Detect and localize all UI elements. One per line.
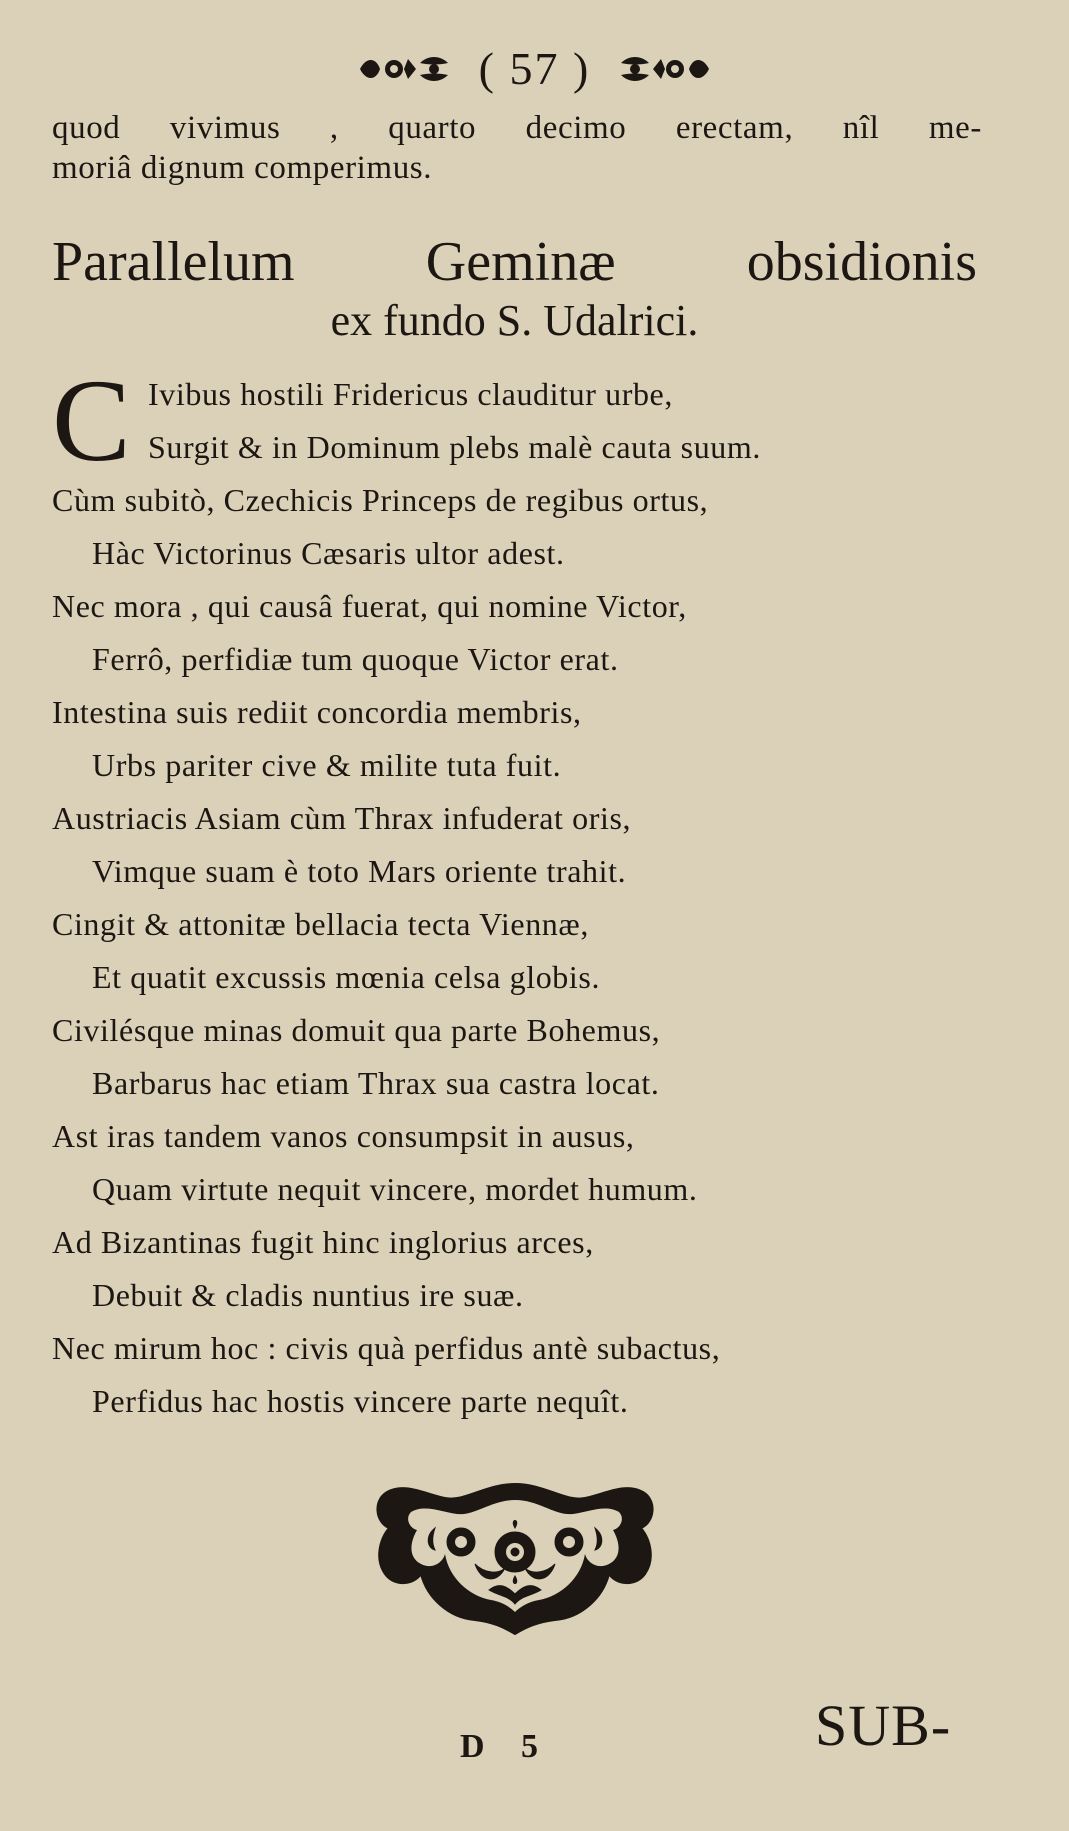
verse-line: Nec mora , qui causâ fuerat, qui nomine Victor, bbox=[52, 588, 687, 624]
verse-line: Nec mirum hoc : civis quà perfidus antè subactus, bbox=[52, 1330, 721, 1366]
verse-line: Et quatit excussis mœnia celsa globis. bbox=[92, 959, 601, 995]
verse-line: Civilésque minas domuit qua parte Bohemus, bbox=[52, 1012, 661, 1048]
verse-line: Austriacis Asiam cùm Thrax infuderat oris, bbox=[52, 800, 632, 836]
verse-line: Ferrô, perfidiæ tum quoque Victor erat. bbox=[92, 641, 619, 677]
verse-line: Hàc Victorinus Cæsaris ultor adest. bbox=[92, 535, 565, 571]
verse-line: Ad Bizantinas fugit hinc inglorius arces, bbox=[52, 1224, 594, 1260]
page-header bbox=[0, 42, 1069, 102]
verse-line: Cùm subitò, Czechicis Princeps de regibus ortus, bbox=[52, 482, 709, 518]
verse-line: Urbs pariter cive & milite tuta fuit. bbox=[92, 747, 562, 783]
left-ornament-icon bbox=[356, 49, 456, 89]
poem-title-line-1: Parallelum Geminæ obsidionis bbox=[52, 231, 977, 293]
poem-title bbox=[52, 232, 977, 350]
right-ornament-icon bbox=[613, 49, 713, 89]
signature-mark: D 5 bbox=[460, 1728, 553, 1765]
catchword: SUB- bbox=[815, 1693, 952, 1758]
poem-title-line-2: ex fundo S. Udalrici. bbox=[330, 296, 699, 345]
verse-line: Ast iras tandem vanos consumpsit in ausus, bbox=[52, 1118, 635, 1154]
poem-body bbox=[52, 368, 982, 1428]
verse-line: Vimque suam è toto Mars oriente trahit. bbox=[92, 853, 627, 889]
verse-line: Ivibus hostili Fridericus clauditur urbe, bbox=[148, 376, 673, 412]
drop-cap: C bbox=[52, 355, 131, 486]
floral-vignette-icon bbox=[365, 1478, 665, 1638]
verse-line: Debuit & cladis nuntius ire suæ. bbox=[92, 1277, 524, 1313]
verse-line: Surgit & in Dominum plebs malè cauta suum. bbox=[148, 429, 761, 465]
page-number: ( 57 ) bbox=[478, 43, 591, 94]
intro-text bbox=[52, 108, 982, 188]
verse-line: Barbarus hac etiam Thrax sua castra locat. bbox=[92, 1065, 660, 1101]
intro-line-2: moriâ dignum comperimus. bbox=[52, 150, 433, 186]
verse-line: Perfidus hac hostis vincere parte nequît. bbox=[92, 1383, 629, 1419]
verse-line: Intestina suis rediit concordia membris, bbox=[52, 694, 582, 730]
intro-line-1: quod vivimus , quarto decimo erectam, nîl me- bbox=[52, 110, 982, 146]
verse-line: Quam virtute nequit vincere, mordet humum. bbox=[92, 1171, 698, 1207]
verse-line: Cingit & attonitæ bellacia tecta Viennæ, bbox=[52, 906, 589, 942]
